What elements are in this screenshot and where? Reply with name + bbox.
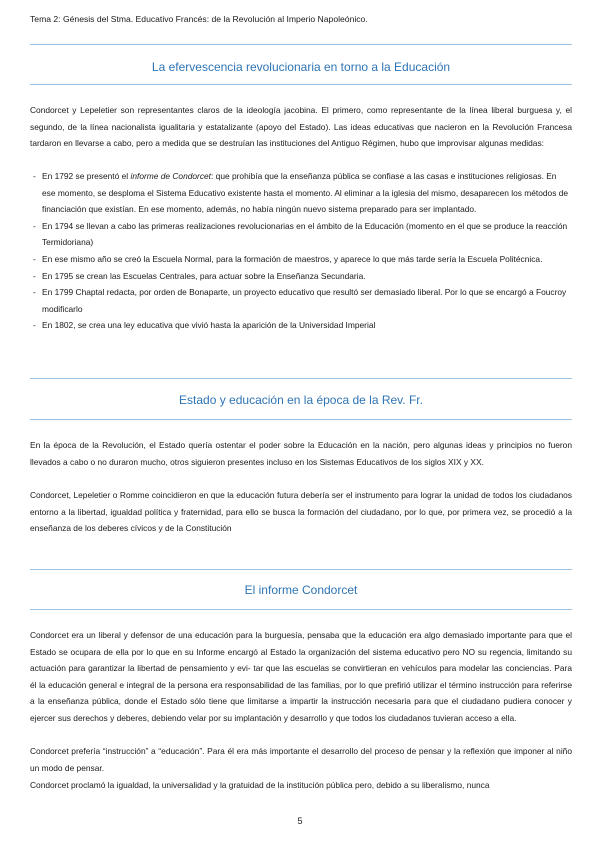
list-item: - En 1794 se llevan a cabo las primeras realizaciones revolucionarias en el ámbito de la Educación (momento en el que se produce la reacción Termidoriana): [30, 218, 572, 251]
page-number: 5: [297, 816, 303, 826]
paragraph: Condorcet proclamó la igualdad, la universalidad y la gratuidad de la institución pública pero, debido a su liberalismo, nunca: [30, 780, 490, 790]
informe-condorcet-emphasis: informe de Condorcet: [130, 171, 212, 181]
list-item: - En 1792 se presentó el informe de Condorcet: que prohibía que la enseñanza pública se confiase a las casas e instituciones religiosas. En ese momento, se desploma el Sistema Educativo existente hasta el momento. Al eliminar a la iglesia del mismo, desaparecen los métodos de financiación que existían. En ese momento, además, no había ningún nuevo sistema preparado para ser implantado.: [30, 168, 572, 218]
list-item: - En 1802, se crea una ley educativa que vivió hasta la aparición de la Universidad Imperial: [30, 317, 572, 334]
section-title-efervescencia: La efervescencia revolucionaria en torno a la Educación: [151, 60, 451, 74]
divider: [30, 609, 572, 610]
paragraph: Condorcet era un liberal y defensor de una educación para la burguesía, pensaba que la educación era algo demasiado importante para que el Estado se ocupara de ella por lo que en su Informe encargó al Estado la organización del sistema educativo pero NO su regencia, limitando su actuación para garantizar la libertad de pensamiento y evi- tar que las escuelas se convirtieran en vehículos para modelar las conciencias. Para él la educación general e integral de la persona era responsabilidad de las familias, por lo que prefirió utilizar el término instrucción para referirse a la enseñanza pública, donde el Estado sólo tiene que limitarse a impartir la instrucción necesaria para que el ciudadano pudiera conocer y ejercer sus derechos y deberes, debiendo velar por su implantación y desarrollo y que todos los ciudadanos tuvieran acceso a ella.: [30, 630, 572, 723]
running-header: Tema 2: Génesis del Stma. Educativo Francés: de la Revolución al Imperio Napoleónico.: [30, 14, 368, 24]
divider: [30, 84, 572, 85]
divider: [30, 378, 572, 379]
paragraph: Condorcet, Lepeletier o Romme coincidieron en que la educación futura debería ser el instrumento para lograr la unidad de todos los ciudadanos entorno a la libertad, igualdad política y fraternidad, para ello se busca la formación del ciudadano, por lo que, por primera vez, se procedió a la enseñanza de los deberes cívicos y de la Constitución: [30, 490, 572, 534]
divider: [30, 569, 572, 570]
list-item: - En ese mismo año se creó la Escuela Normal, para la formación de maestros, y aparece lo que más tarde sería la Escuela Politécnica.: [30, 251, 572, 268]
paragraph: En la época de la Revolución, el Estado quería ostentar el poder sobre la Educación en la nación, pero algunas ideas y principios no fueron llevados a cabo o no duraron mucho, otros siguieron presentes incluso en los Sistemas Educativos de los siglos XIX y XX.: [30, 440, 572, 467]
paragraph: Condorcet prefería “instrucción” a “educación”. Para él era más importante el desarrollo del proceso de pensar y la reflexión que imponer al niño un modo de pensar.: [30, 746, 572, 773]
divider: [30, 419, 572, 420]
list-item: - En 1799 Chaptal redacta, por orden de Bonaparte, un proyecto educativo que resultó ser demasiado liberal. Por lo que se encargó a Foucroy modificarlo: [30, 284, 572, 317]
measures-list: [30, 168, 572, 334]
divider: [30, 44, 572, 45]
section-intro-paragraph: Condorcet y Lepeletier son representantes claros de la ideología jacobina. El primero, como representante de la línea liberal burguesa y, el segundo, de la línea nacionalista igualitaria y estatalizante (apoyo del Estado). Las ideas educativas que nacieron en la Revolución Francesa tardaron en llevarse a cabo, pero a medida que se destruían las instituciones del Antiguo Régimen, hubo que improvisar algunas medidas:: [30, 105, 572, 149]
list-item: - En 1795 se crean las Escuelas Centrales, para actuar sobre la Enseñanza Secundaria.: [30, 268, 572, 285]
section-title-informe-condorcet: El informe Condorcet: [244, 583, 358, 597]
section-title-estado: Estado y educación en la época de la Rev. Fr.: [179, 393, 423, 407]
